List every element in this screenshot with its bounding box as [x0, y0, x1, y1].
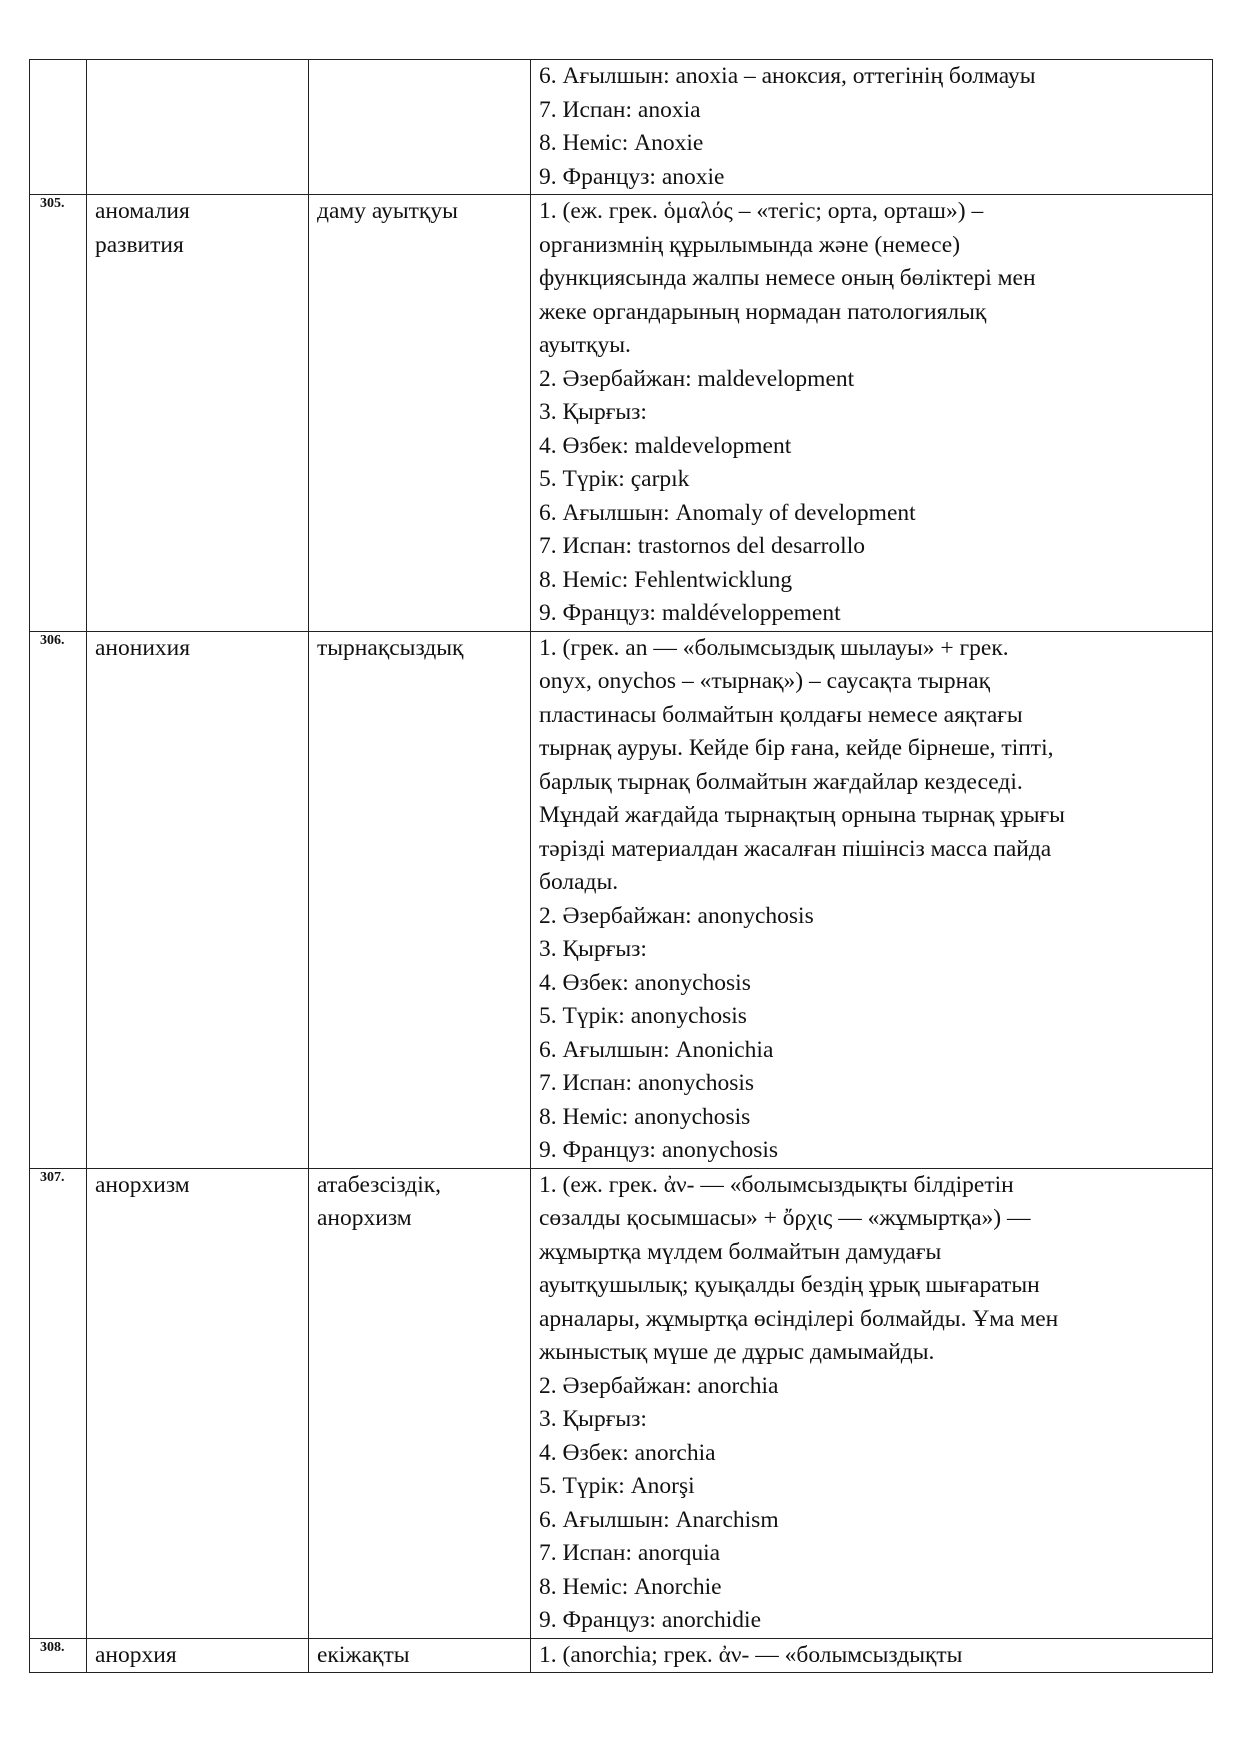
kazakh-term-cell: [309, 1168, 531, 1638]
definition-line: 9. Француз: maldéveloppement: [539, 600, 841, 626]
definition-line: 4. Өзбек: anorchia: [539, 1439, 716, 1466]
table-row: [30, 60, 1213, 195]
table-row: [30, 1638, 1213, 1673]
definition-line: 8. Неміс: anonychosis: [539, 1103, 751, 1130]
russian-term-cell: [87, 195, 309, 632]
definition-line: ауытқушылық; қуықалды бездің ұрық шығаратын: [539, 1272, 1040, 1298]
russian-term-cell: [87, 1638, 309, 1673]
definition-cell: [531, 195, 1213, 632]
definition-line: 2. Әзербайжан: maldevelopment: [539, 365, 855, 392]
russian-term-line: развития: [95, 231, 184, 258]
kazakh-term-line: атабезсіздік,: [317, 1171, 442, 1198]
definition-line: 6. Ағылшын: Anarchism: [539, 1506, 779, 1533]
kazakh-term-cell: [309, 60, 531, 195]
definition-line: 9. Француз: anorchidie: [539, 1607, 762, 1633]
definition-line: onyx, onychos – «тырнақ») – саусақта тырнақ: [539, 668, 990, 694]
definition-line: 7. Испан: anoxia: [539, 96, 701, 123]
definition-line: жеке органдарының нормадан патологиялық: [539, 298, 987, 325]
definition-line: 1. (грек. an — «болымсыздық шылауы» + грек.: [539, 634, 1009, 661]
definition-line: 5. Түрік: çarpık: [539, 466, 690, 492]
definition-line: 7. Испан: trastornos del desarrollo: [539, 533, 865, 559]
russian-term-cell: [87, 1168, 309, 1638]
definition-line: тырнақ ауруы. Кейде бір ғана, кейде бірнеше, тіпті,: [539, 735, 1054, 761]
kazakh-term-line: анорхизм: [317, 1205, 412, 1231]
definition-line: болады.: [539, 869, 619, 895]
kazakh-term-cell: [309, 1638, 531, 1673]
definition-line: 6. Ағылшын: Anomaly of development: [539, 499, 916, 526]
definition-line: 2. Әзербайжан: anonychosis: [539, 902, 814, 929]
definition-line: ауытқуы.: [539, 332, 631, 358]
definition-line: жыныстық мүше де дұрыс дамымайды.: [539, 1339, 935, 1365]
table-row: [30, 1168, 1213, 1638]
entry-number-cell: [30, 631, 87, 1168]
kazakh-term-line: тырнақсыздық: [317, 634, 464, 661]
definition-line: функциясында жалпы немесе оның бөліктері мен: [539, 265, 1036, 291]
definition-line: тәрізді материалдан жасалған пішінсіз масса пайда: [539, 835, 1052, 862]
definition-line: арналары, жұмыртқа өсінділері болмайды. Ұма мен: [539, 1305, 1059, 1332]
definition-line: 1. (anorchia; грек. ἀν- — «болымсыздықты: [539, 1641, 963, 1668]
kazakh-term-cell: [309, 195, 531, 632]
definition-line: 8. Неміс: Anorchie: [539, 1573, 722, 1600]
definition-line: 1. (еж. грек. ὁμαλός – «тегіс; орта, орташ») –: [539, 198, 984, 224]
kazakh-term-cell: [309, 631, 531, 1168]
definition-cell: [531, 1638, 1213, 1673]
definition-line: жұмыртқа мүлдем болмайтын дамудағы: [539, 1238, 942, 1265]
entry-number-cell: [30, 195, 87, 632]
definition-line: сөзалды қосымшасы» + ὄρχις — «жұмыртқа») —: [539, 1205, 1031, 1231]
definition-line: 5. Түрік: Anorşi: [539, 1473, 695, 1499]
glossary-table: [29, 59, 1213, 1673]
russian-term-cell: [87, 631, 309, 1168]
entry-number: 307.: [40, 1169, 65, 1185]
entry-number-cell: [30, 1638, 87, 1673]
definition-cell: [531, 631, 1213, 1168]
definition-line: 3. Қырғыз:: [539, 399, 647, 425]
definition-line: 8. Неміс: Anoxie: [539, 130, 704, 156]
definition-line: 9. Француз: anonychosis: [539, 1137, 779, 1163]
russian-term-line: анорхизм: [95, 1171, 190, 1198]
table-row: [30, 631, 1213, 1168]
definition-line: 6. Ағылшын: Anonichia: [539, 1036, 774, 1063]
definition-line: 4. Өзбек: anonychosis: [539, 969, 751, 996]
definition-line: организмнің құрылымында және (немесе): [539, 231, 961, 258]
entry-number: 308.: [40, 1639, 65, 1655]
definition-line: 7. Испан: anonychosis: [539, 1070, 755, 1096]
definition-line: Мұндай жағдайда тырнақтың орнына тырнақ ұрығы: [539, 802, 1065, 828]
kazakh-term-line: екіжақты: [317, 1641, 410, 1668]
russian-term-cell: [87, 60, 309, 195]
entry-number-cell: [30, 1168, 87, 1638]
definition-line: 4. Өзбек: maldevelopment: [539, 432, 792, 459]
definition-line: 2. Әзербайжан: anorchia: [539, 1372, 779, 1399]
definition-line: 1. (еж. грек. ἀν- — «болымсыздықты білдіретін: [539, 1171, 1014, 1198]
definition-line: 9. Француз: anoxie: [539, 163, 725, 190]
russian-term-line: анонихия: [95, 634, 191, 661]
entry-number: 305.: [40, 196, 65, 211]
russian-term-line: анорхия: [95, 1641, 177, 1668]
table-row: [30, 195, 1213, 632]
definition-line: 7. Испан: anorquia: [539, 1540, 721, 1566]
definition-line: 6. Ағылшын: anoxia – аноксия, оттегінің болмауы: [539, 63, 1036, 89]
definition-line: 3. Қырғыз:: [539, 936, 647, 962]
kazakh-term-line: даму ауытқуы: [317, 198, 458, 224]
definition-cell: [531, 1168, 1213, 1638]
definition-line: пластинасы болмайтын қолдағы немесе аяқтағы: [539, 701, 1023, 728]
definition-line: барлық тырнақ болмайтын жағдайлар кездеседі.: [539, 768, 1023, 795]
definition-line: 8. Неміс: Fehlentwicklung: [539, 566, 793, 593]
entry-number: 306.: [40, 632, 65, 648]
entry-number-cell: [30, 60, 87, 195]
definition-cell: [531, 60, 1213, 195]
definition-line: 5. Түрік: anonychosis: [539, 1003, 747, 1029]
russian-term-line: аномалия: [95, 198, 190, 224]
glossary-body: [30, 60, 1213, 1673]
definition-line: 3. Қырғыз:: [539, 1406, 647, 1432]
